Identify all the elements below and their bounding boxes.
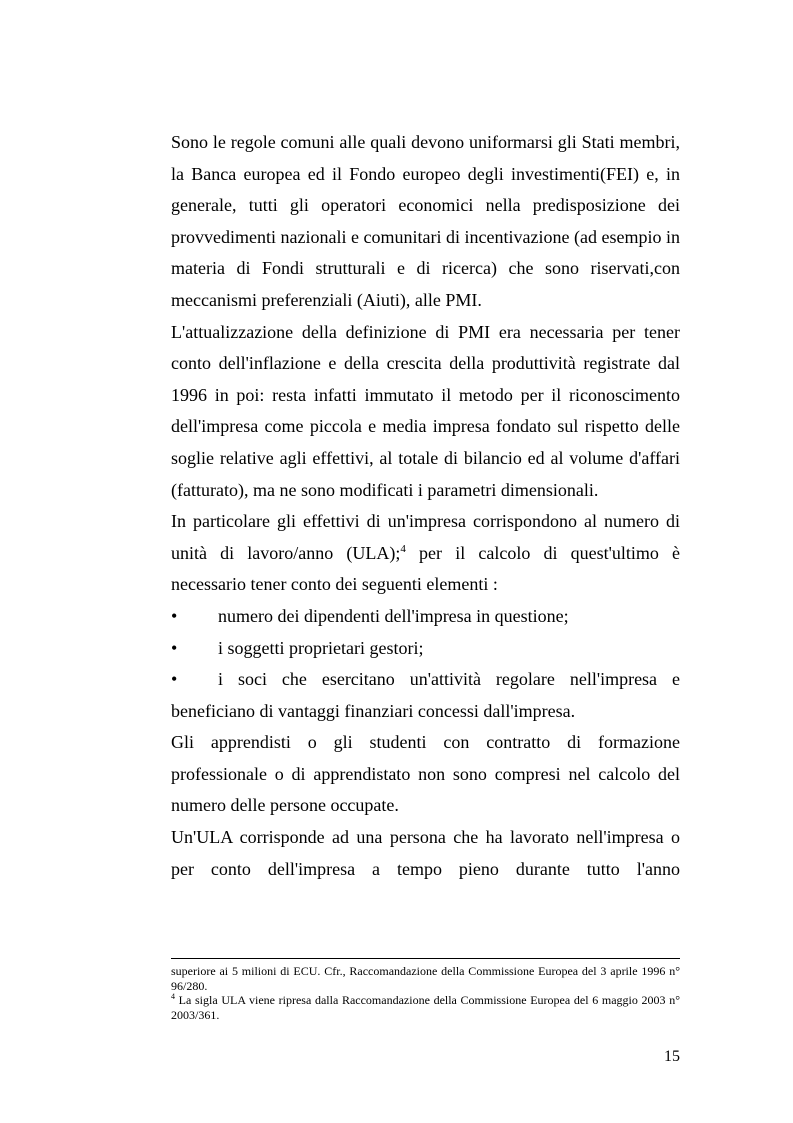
footnote-continuation: superiore ai 5 milioni di ECU. Cfr., Raccomandazione della Commissione Europea del 3 aprile 1996 n° 96/280. [171,964,680,993]
footnote-4-number: 4 [171,992,175,1001]
bullet-text-1: numero dei dipendenti dell'impresa in questione; [218,605,569,626]
paragraph-3-text-b: per il calcolo di quest'ultimo è necessario tener conto dei seguenti elementi : [171,542,681,595]
bullet-item-2 [171,633,680,665]
bullet-item-1 [171,601,680,633]
paragraph-4: Gli apprendisti o gli studenti con contratto di formazione professionale o di apprendistato non sono compresi nel calcolo del numero delle persone occupate. [171,732,680,816]
bullet-icon: • [171,669,178,690]
bullet-icon: • [171,637,178,658]
page-number: 15 [664,1048,680,1065]
footnote-separator [171,958,680,959]
paragraph-1: Sono le regole comuni alle quali devono uniformarsi gli Stati membri, la Banca europea ed il Fondo europeo degli investimenti(FEI) e, in generale, tutti gli operatori economici nella predisposizione dei provvedimenti nazionali e comunitari di incentivazione (ad esempio in materia di Fondi strutturali e di ricerca) che sono riservati,con meccanismi preferenziali (Aiuti), alle PMI. [171,132,680,310]
bullet-icon: • [171,605,178,626]
footnote-ref-4[interactable]: 4 [400,542,406,555]
bullet-item-3 [171,664,680,727]
paragraph-3-text-a: In particolare gli effettivi di un'impresa corrispondono al numero di unità di lavoro/anno (ULA); [171,511,680,563]
footnote-4 [171,993,680,1022]
paragraph-5: Un'ULA corrisponde ad una persona che ha lavorato nell'impresa o per conto dell'impresa a tempo pieno durante tutto l'anno [171,827,680,879]
footnotes [171,964,680,1022]
bullet-text-2: i soggetti proprietari gestori; [218,637,424,658]
footnote-4-text: La sigla ULA viene ripresa dalla Raccomandazione della Commissione Europea del 6 maggio 2003 n° 2003/361. [171,993,680,1022]
paragraph-2: L'attualizzazione della definizione di PMI era necessaria per tener conto dell'inflazione e della crescita della produttività registrate dal 1996 in poi: resta infatti immutato il metodo per il riconoscimento dell'impresa come piccola e media impresa fondato sul rispetto delle soglie relative agli effettivi, al totale di bilancio ed al volume d'affari (fatturato), ma ne sono modificati i parametri dimensionali. [171,321,680,500]
body-text [171,127,680,885]
paragraph-3 [171,506,680,601]
bullet-text-3: i soci che esercitano un'attività regolare nell'impresa e beneficiano di vantaggi finanziari concessi dall'impresa. [171,669,680,721]
